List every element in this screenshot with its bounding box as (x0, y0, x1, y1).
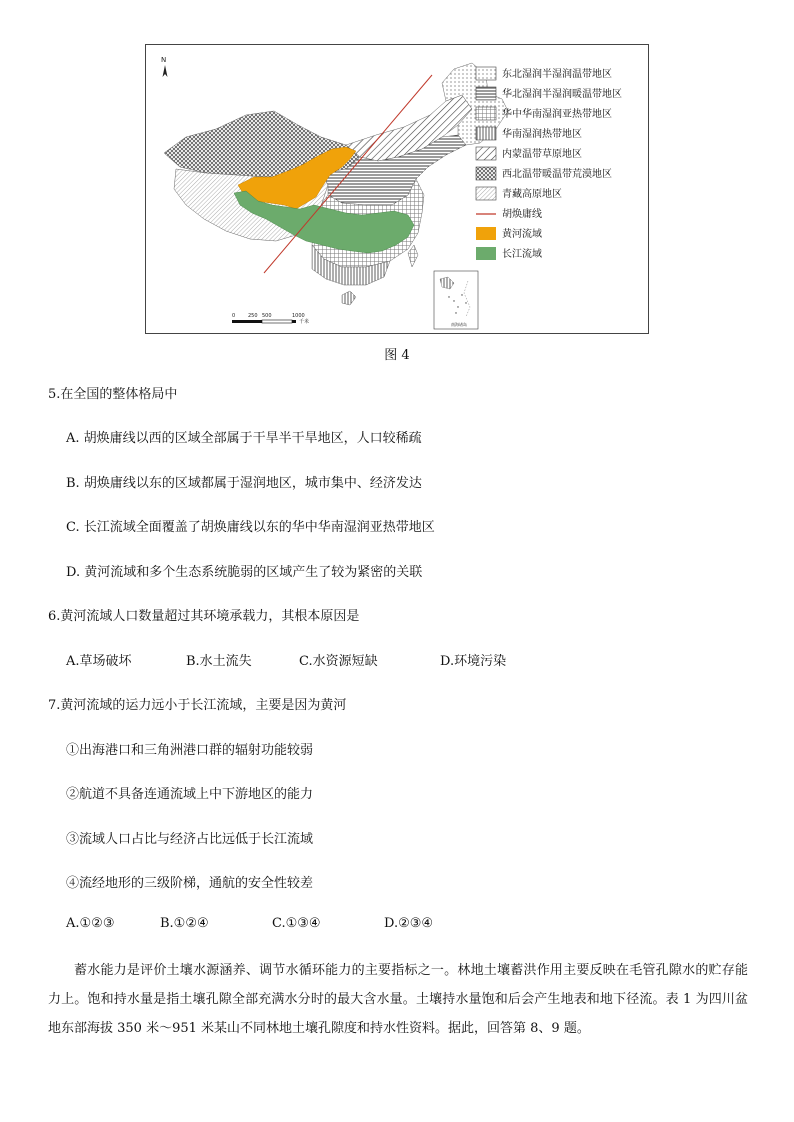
figure-caption: 图 4 (384, 348, 410, 363)
passage-paragraph: 蓄水能力是评价土壤水源涵养、调节水循环能力的主要指标之一。林地土壤蓄洪作用主要反映在毛管孔隙水的贮存能力上。饱和持水量是指土壤孔隙全部充满水分时的最大含水量。土壤持水量饱和后会产生地表和地下径流。表 1 为四川盆地东部海拔 350 米～951 米某山不同林地土壤孔隙度和持水性资料。据此，回答第 8、9 题。 (48, 963, 748, 1036)
legend-label-central-south: 华中华南湿润亚热带地区 (502, 109, 612, 120)
q5-option-d: D. 黄河流域和多个生态系统脆弱的区域产生了较为紧密的关联 (66, 565, 423, 580)
legend-label-northwest: 西北温带暖温带荒漠地区 (502, 169, 612, 180)
svg-text:500: 500 (262, 313, 272, 319)
legend-label-huanghe: 黄河流域 (502, 229, 542, 240)
q7-statement-3: ③流域人口占比与经济占比远低于长江流域 (66, 832, 314, 847)
legend-swatch-northwest (476, 167, 496, 180)
map-figure (145, 44, 649, 334)
q7-statement-4: ④流经地形的三级阶梯，通航的安全性较差 (66, 876, 314, 891)
legend-swatch-south-tropical (476, 127, 496, 140)
q5-option-a: A. 胡焕庸线以西的区域全部属于干旱半干旱地区，人口较稀疏 (66, 431, 422, 446)
legend-swatch-inner-mongolia (476, 147, 496, 160)
svg-text:千米: 千米 (299, 319, 310, 325)
legend-label-north-china: 华北湿润半湿润暖温带地区 (502, 89, 622, 100)
q7-option-a: A.①②③ (66, 916, 115, 931)
q5-stem: 5.在全国的整体格局中 (48, 387, 178, 402)
svg-text:1000: 1000 (292, 313, 305, 319)
region-taiwan (408, 245, 418, 267)
q7-option-d: D.②③④ (384, 916, 434, 931)
china-region-map (146, 45, 648, 333)
legend-label-south-tropical: 华南湿润热带地区 (502, 129, 582, 140)
south-china-sea-inset (434, 271, 478, 329)
legend-label-inner-mongolia: 内蒙温带草原地区 (502, 149, 582, 160)
svg-text:0: 0 (232, 313, 236, 319)
scale-bar (232, 313, 309, 325)
legend-swatch-changjiang (476, 247, 496, 260)
q5-option-b: B. 胡焕庸线以东的区域都属于湿润地区，城市集中、经济发达 (66, 476, 422, 491)
svg-text:N: N (161, 56, 167, 64)
q6-stem: 6.黄河流域人口数量超过其环境承载力，其根本原因是 (48, 609, 360, 624)
q7-statement-2: ②航道不具备连通流域上中下游地区的能力 (66, 787, 314, 802)
q6-option-a: A.草场破坏 (66, 654, 132, 669)
legend-label-northeast: 东北湿润半湿润温带地区 (502, 69, 612, 80)
q7-option-b: B.①②④ (160, 916, 209, 931)
map-legend (476, 67, 622, 260)
legend-swatch-huanghe (476, 227, 496, 240)
legend-label-tibet: 青藏高原地区 (502, 189, 562, 200)
svg-text:250: 250 (248, 313, 258, 319)
region-hainan (342, 291, 356, 305)
legend-swatch-north-china (476, 87, 496, 100)
q7-option-c: C.①③④ (272, 916, 321, 931)
q7-statement-1: ①出海港口和三角洲港口群的辐射功能较弱 (66, 743, 314, 758)
north-arrow-icon (161, 56, 168, 77)
svg-text:南海诸岛: 南海诸岛 (451, 322, 467, 327)
q6-option-c: C.水资源短缺 (299, 654, 378, 669)
legend-label-hu-line: 胡焕庸线 (502, 209, 542, 220)
q5-option-c: C. 长江流域全面覆盖了胡焕庸线以东的华中华南湿润亚热带地区 (66, 520, 435, 535)
q7-stem: 7.黄河流域的运力远小于长江流域，主要是因为黄河 (48, 698, 347, 713)
q6-option-b: B.水土流失 (186, 654, 252, 669)
legend-swatch-tibet (476, 187, 496, 200)
legend-swatch-northeast (476, 67, 496, 80)
legend-swatch-central-south (476, 107, 496, 120)
legend-label-changjiang: 长江流域 (502, 249, 542, 260)
q6-option-d: D.环境污染 (440, 654, 507, 669)
